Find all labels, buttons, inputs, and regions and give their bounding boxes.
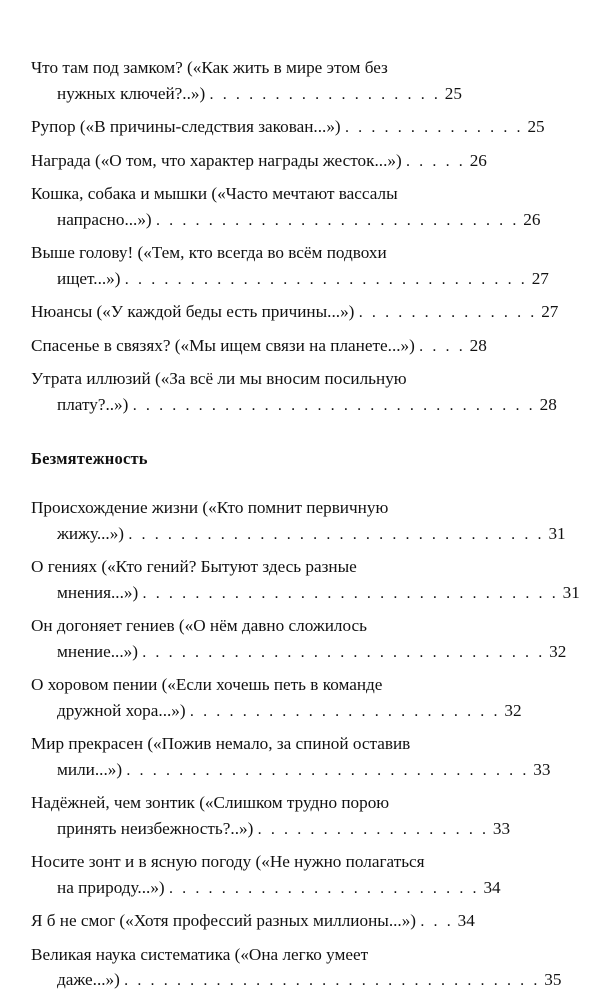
toc-entry-line (31, 942, 574, 968)
toc-entry-title: Нюансы («У каждой беды есть причины...») (31, 302, 355, 321)
toc-page-number: 26 (469, 150, 487, 170)
toc-leader-dots: . . . . . . . . . . . . . . . . . . . . . . . . . . . . . . . (124, 270, 528, 288)
toc-entry[interactable] (31, 942, 574, 994)
toc-entry-line (31, 114, 574, 141)
toc-leader-dots: . . . . . . . . . . . . . . . . . . . . . . . . . . . . . . . (142, 643, 545, 661)
toc-entry[interactable] (31, 333, 574, 360)
toc-page-number: 27 (531, 268, 549, 288)
toc-leader-dots: . . . . . . . . . . . . . . . . . . . . . . . . . . . . . . . . (124, 972, 540, 989)
toc-entry[interactable] (31, 554, 580, 606)
toc-page-number: 33 (492, 818, 511, 838)
toc-leader-dots: . . . . . . . . . . . . . . . . . . . . . . . . . . . . . . . . (142, 584, 559, 602)
toc-page-number: 33 (533, 759, 551, 779)
toc-entry-line (31, 967, 574, 994)
toc-entry-line (31, 366, 574, 392)
toc-leader-dots: . . . . . . . . . . . . . . . . . . . . . . . . (189, 702, 501, 720)
toc-entry-line (31, 731, 574, 757)
toc-entry-title: дружной хора...») (57, 700, 186, 720)
toc-entry[interactable] (31, 790, 574, 842)
toc-entry-title: Я б не смог («Хотя профессий разных миллионы...») (31, 911, 417, 930)
toc-entry[interactable] (31, 672, 574, 724)
toc-entry-title: на природу...») (57, 877, 165, 897)
toc-entry-line (31, 849, 574, 875)
toc-page-number: 25 (527, 117, 545, 136)
toc-entry[interactable] (31, 613, 574, 665)
toc-page-number: 35 (544, 970, 562, 989)
toc-entry-title: Награда («О том, что характер награды жесток...») (31, 150, 402, 170)
toc-leader-dots: . . . . . . . . . . . . . . . . . . . . . . . . . . . . (155, 211, 519, 229)
toc-entry-title: мили...») (57, 759, 123, 779)
toc-entry-line (31, 672, 574, 698)
toc-leader-dots: . . . . . . . . . . . . . . . . . . . . . . . . . . . . . . . (132, 396, 536, 414)
toc-entry-title: мнение...») (57, 641, 138, 661)
toc-entry-title: О гениях («Кто гений? Бытуют здесь разные (31, 557, 357, 576)
toc-entry[interactable] (31, 299, 574, 326)
toc-entry-line (31, 580, 580, 607)
toc-entry-title: напрасно...») (57, 209, 152, 229)
toc-entry-title: Рупор («В причины-следствия закован...») (31, 117, 341, 136)
toc-entry-line (31, 55, 574, 81)
toc-page-number: 32 (549, 641, 567, 661)
toc-entry-line (31, 875, 574, 902)
toc-entry-title: Утрата иллюзий («За всё ли мы вносим посильную (31, 369, 407, 388)
toc-leader-dots: . . . . . . . . . . . . . . . . . . (257, 820, 489, 838)
toc-entry-title: Что там под замком? («Как жить в мире этом без (31, 58, 388, 77)
toc-entry-line (31, 521, 574, 548)
toc-leader-dots: . . . . . . . . . . . . . . . . . . . . . . . . . . . . . . . (126, 761, 529, 779)
toc-entry-line (31, 299, 574, 326)
toc-entry-title: Происхождение жизни («Кто помнит первичную (31, 498, 389, 517)
toc-entry-line (31, 181, 574, 207)
toc-leader-dots: . . . . . . . . . . . . . . . . . . . . . . . . . . . . . . . . (128, 525, 545, 543)
toc-page-number: 31 (548, 523, 566, 543)
toc-entry-title: мнения...») (57, 582, 139, 602)
toc-entry-line (31, 266, 574, 293)
toc-entry-line (31, 148, 574, 175)
toc-page-number: 34 (483, 877, 501, 897)
toc-entry[interactable] (31, 366, 574, 418)
toc-entry-title: Мир прекрасен («Пожив немало, за спиной оставив (31, 734, 411, 753)
toc-entry-line (31, 554, 574, 580)
toc-page-number: 28 (539, 394, 557, 414)
toc-entry-title: Великая наука систематика («Она легко умеет (31, 944, 369, 964)
toc-entry-line (31, 816, 574, 843)
toc-leader-dots: . . . . . . . . . . . . . . (358, 304, 537, 321)
toc-entry[interactable] (31, 240, 574, 292)
toc-entry-title: Выше голову! («Тем, кто всегда во всём подвохи (31, 243, 387, 262)
toc-entry[interactable] (31, 849, 574, 901)
toc-leader-dots: . . . . (419, 337, 466, 355)
toc-page-number: 34 (457, 911, 475, 930)
toc-leader-dots: . . . (420, 913, 454, 930)
toc-page-number: 26 (523, 209, 541, 229)
toc-leader-dots: . . . . . . . . . . . . . . . . . . (209, 85, 441, 103)
toc-entry-title: Кошка, собака и мышки («Часто мечтают вассалы (31, 184, 398, 203)
toc-entry-title: Надёжней, чем зонтик («Слишком трудно порою (31, 793, 390, 812)
toc-entry-title: принять неизбежность?..») (57, 818, 254, 838)
toc-page-number: 32 (504, 700, 522, 720)
table-of-contents (31, 55, 580, 1001)
toc-entry-title: жижу...») (57, 523, 125, 543)
toc-entry-title: Носите зонт и в ясную погоду («Не нужно полагаться (31, 852, 425, 871)
toc-entry-line (31, 790, 574, 816)
toc-entry-title: даже...») (57, 970, 120, 989)
toc-entry-title: О хоровом пении («Если хочешь петь в команде (31, 675, 383, 694)
toc-leader-dots: . . . . . . . . . . . . . . . . . . . . . . . . (168, 879, 480, 897)
toc-page-number: 27 (541, 302, 559, 321)
toc-page-number: 25 (444, 83, 462, 103)
toc-entry-title: Спасенье в связях? («Мы ищем связи на планете...») (31, 335, 415, 355)
toc-page-number: 31 (562, 582, 580, 602)
toc-entry[interactable] (31, 55, 574, 107)
toc-leader-dots: . . . . . . . . . . . . . . (344, 119, 524, 136)
toc-entry-title: плату?..») (57, 394, 129, 414)
toc-entry[interactable] (31, 908, 574, 935)
toc-entry-line (31, 613, 574, 639)
toc-entry-line (31, 333, 574, 360)
toc-entry-line (31, 908, 574, 935)
toc-entry[interactable] (31, 495, 574, 547)
toc-entry-line (31, 639, 574, 666)
toc-entry-line (31, 240, 574, 266)
toc-entry-title: нужных ключей?..») (57, 83, 206, 103)
toc-entry-title: Он догоняет гениев («О нём давно сложилось (31, 616, 368, 635)
toc-entry-line (31, 392, 574, 419)
toc-leader-dots: . . . . . (405, 152, 466, 170)
toc-entry[interactable] (31, 181, 574, 233)
toc-entry[interactable] (31, 114, 574, 141)
toc-entry[interactable] (31, 731, 574, 783)
toc-entry-line (31, 207, 574, 234)
toc-page-number: 28 (469, 335, 487, 355)
toc-entry-line (31, 698, 574, 725)
toc-entry[interactable] (31, 148, 574, 175)
toc-entry-title: ищет...») (57, 268, 121, 288)
toc-entry-line (31, 81, 574, 108)
toc-entry-line (31, 495, 574, 521)
section-heading: Безмятежность (31, 449, 148, 468)
toc-entry-line (31, 757, 574, 784)
